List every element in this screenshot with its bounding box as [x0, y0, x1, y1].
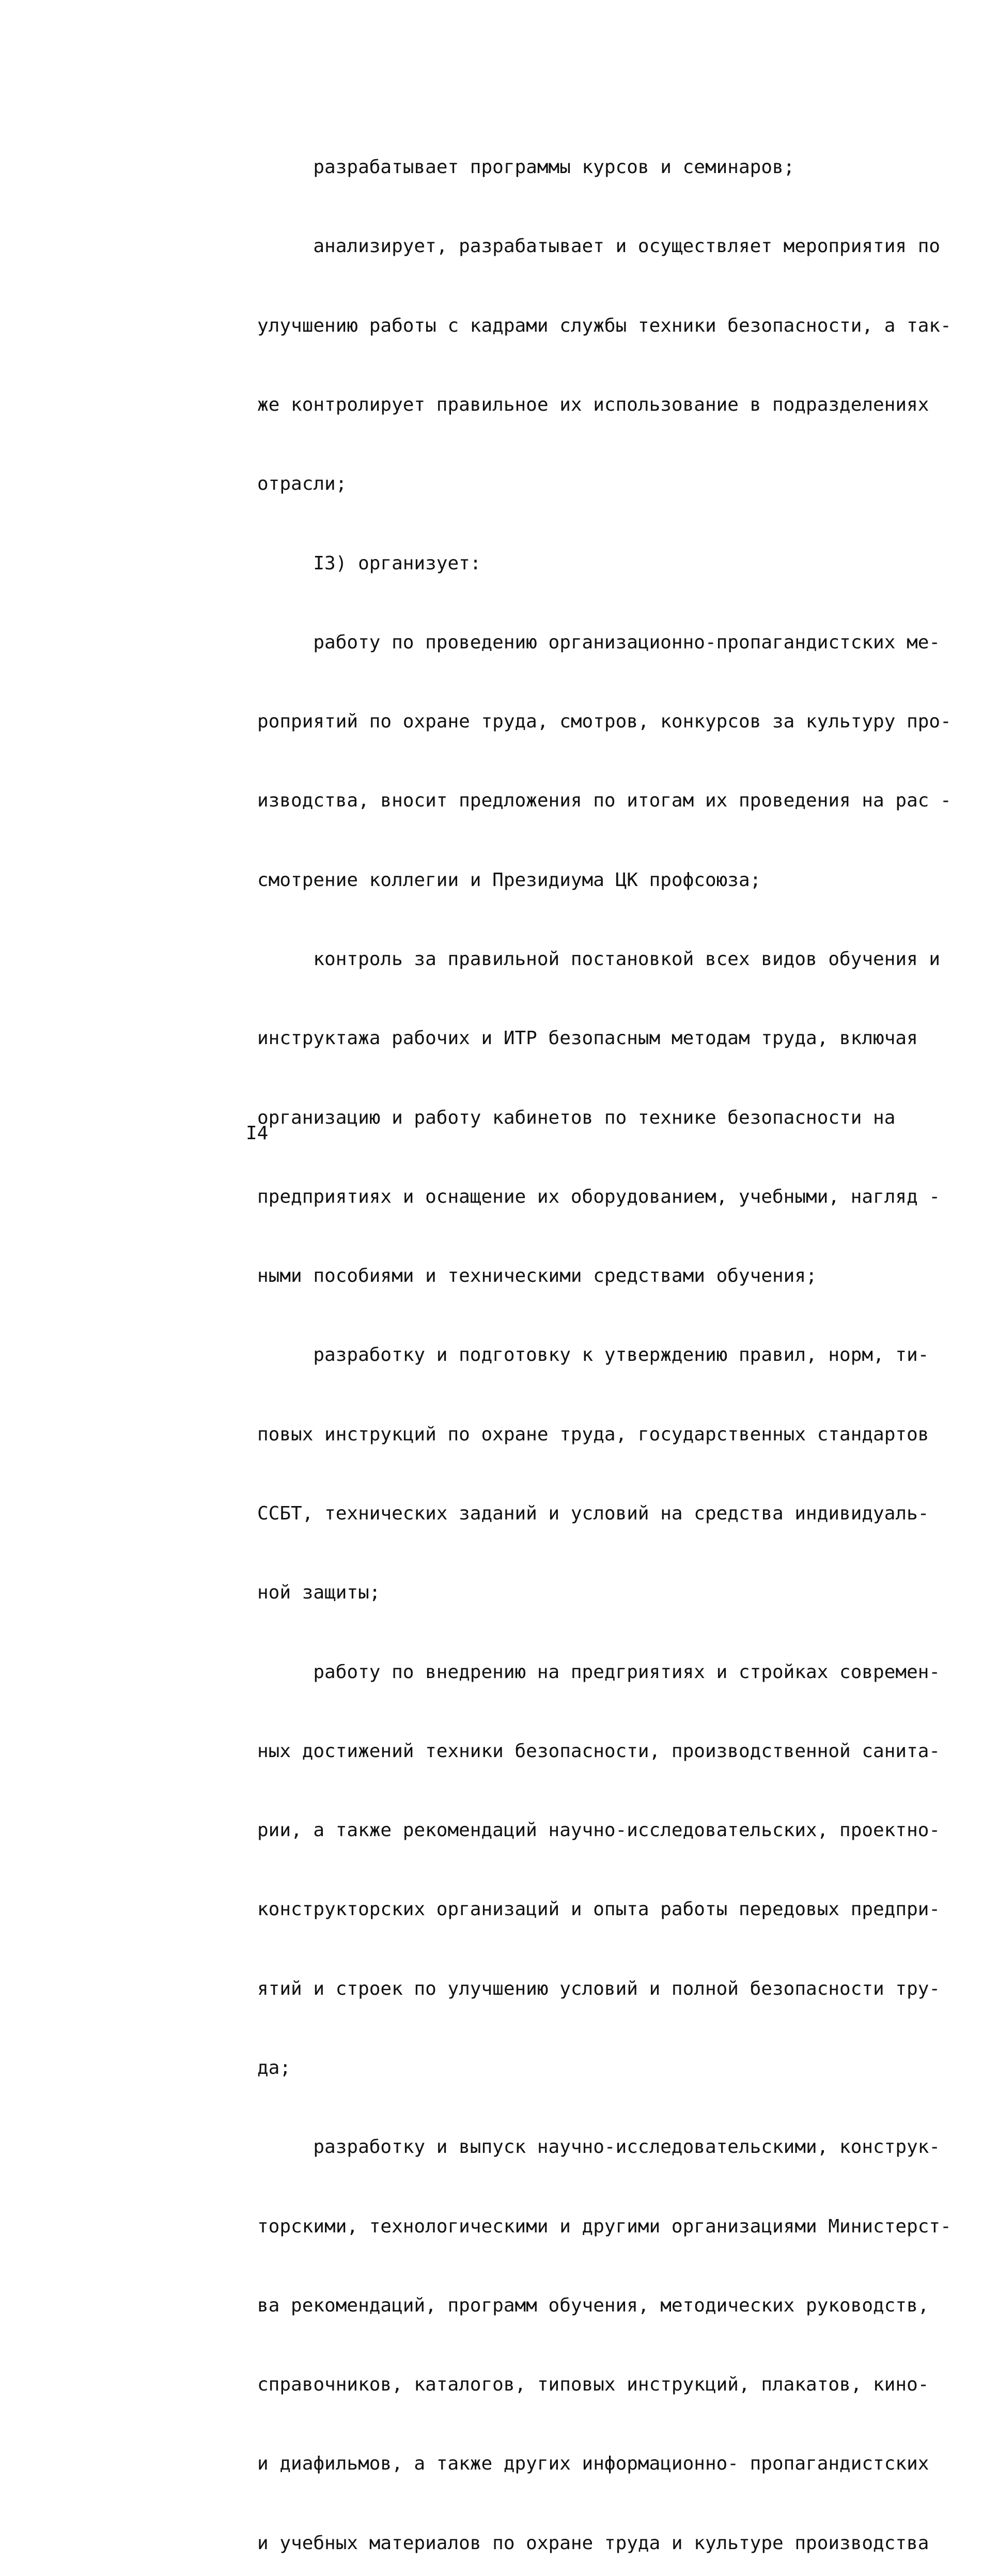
text-line: ССБТ, технических заданий и условий на средства индивидуаль- — [257, 1502, 929, 1524]
page-number: I4 — [246, 1123, 269, 1144]
text-line: рии, а также рекомендаций научно-исследовательских, проектно- — [257, 1820, 941, 1841]
text-line: I3) организует: — [257, 552, 481, 574]
text-line: роприятий по охране труда, смотров, конкурсов за культуру про- — [257, 711, 951, 733]
text-line: ной защиты; — [257, 1582, 381, 1604]
text-line: разработку и выпуск научно-исследовательскими, конструк- — [257, 2136, 941, 2158]
text-line: изводства, вносит предложения по итогам их проведения на рас - — [257, 790, 951, 812]
text-line: контроль за правильной постановкой всех видов обучения и — [257, 949, 941, 970]
text-line: торскими, технологическими и другими организациями Министерст- — [257, 2215, 951, 2237]
text-line: предприятиях и оснащение их оборудованием, учебными, нагляд - — [257, 1186, 941, 1207]
text-line: и диафильмов, а также других информационно- пропагандистских — [257, 2453, 929, 2475]
text-line: отрасли; — [257, 473, 347, 495]
text-line: работу по внедрению на предгриятиях и стройках современ- — [257, 1661, 941, 1683]
text-line: организацию и работу кабинетов по технике безопасности на — [257, 1107, 896, 1128]
text-line: разработку и подготовку к утверждению правил, норм, ти- — [257, 1344, 929, 1366]
text-line: инструктажа рабочих и ИТР безопасным методам труда, включая — [257, 1028, 918, 1049]
text-line: и учебных материалов по охране труда и культуре производства — [257, 2532, 929, 2554]
text-line: повых инструкций по охране труда, государственных стандартов — [257, 1423, 929, 1445]
text-line: анализирует, разрабатывает и осуществляет мероприятия по — [257, 236, 941, 257]
text-line: да; — [257, 2057, 291, 2078]
text-line: справочников, каталогов, типовых инструкций, плакатов, кино- — [257, 2374, 929, 2396]
text-line: конструкторских организаций и опыта работы передовых предпри- — [257, 1899, 941, 1920]
text-line: работу по проведению организационно-пропагандистских ме- — [257, 631, 941, 653]
text-line: разрабатывает программы курсов и семинаров; — [257, 157, 795, 178]
text-line: же контролирует правильное их использование в подразделениях — [257, 394, 929, 416]
text-line: улучшению работы с кадрами службы техники безопасности, а так- — [257, 315, 951, 336]
text-line: ных достижений техники безопасности, производственной санита- — [257, 1740, 941, 1762]
text-line: ятий и строек по улучшению условий и полной безопасности тру- — [257, 1978, 941, 1999]
text-line: ными пособиями и техническими средствами обучения; — [257, 1265, 817, 1287]
text-line: ва рекомендаций, программ обучения, методических руководств, — [257, 2294, 929, 2316]
document-body — [257, 101, 951, 2576]
text-line: смотрение коллегии и Президиума ЦК профсоюза; — [257, 869, 761, 891]
